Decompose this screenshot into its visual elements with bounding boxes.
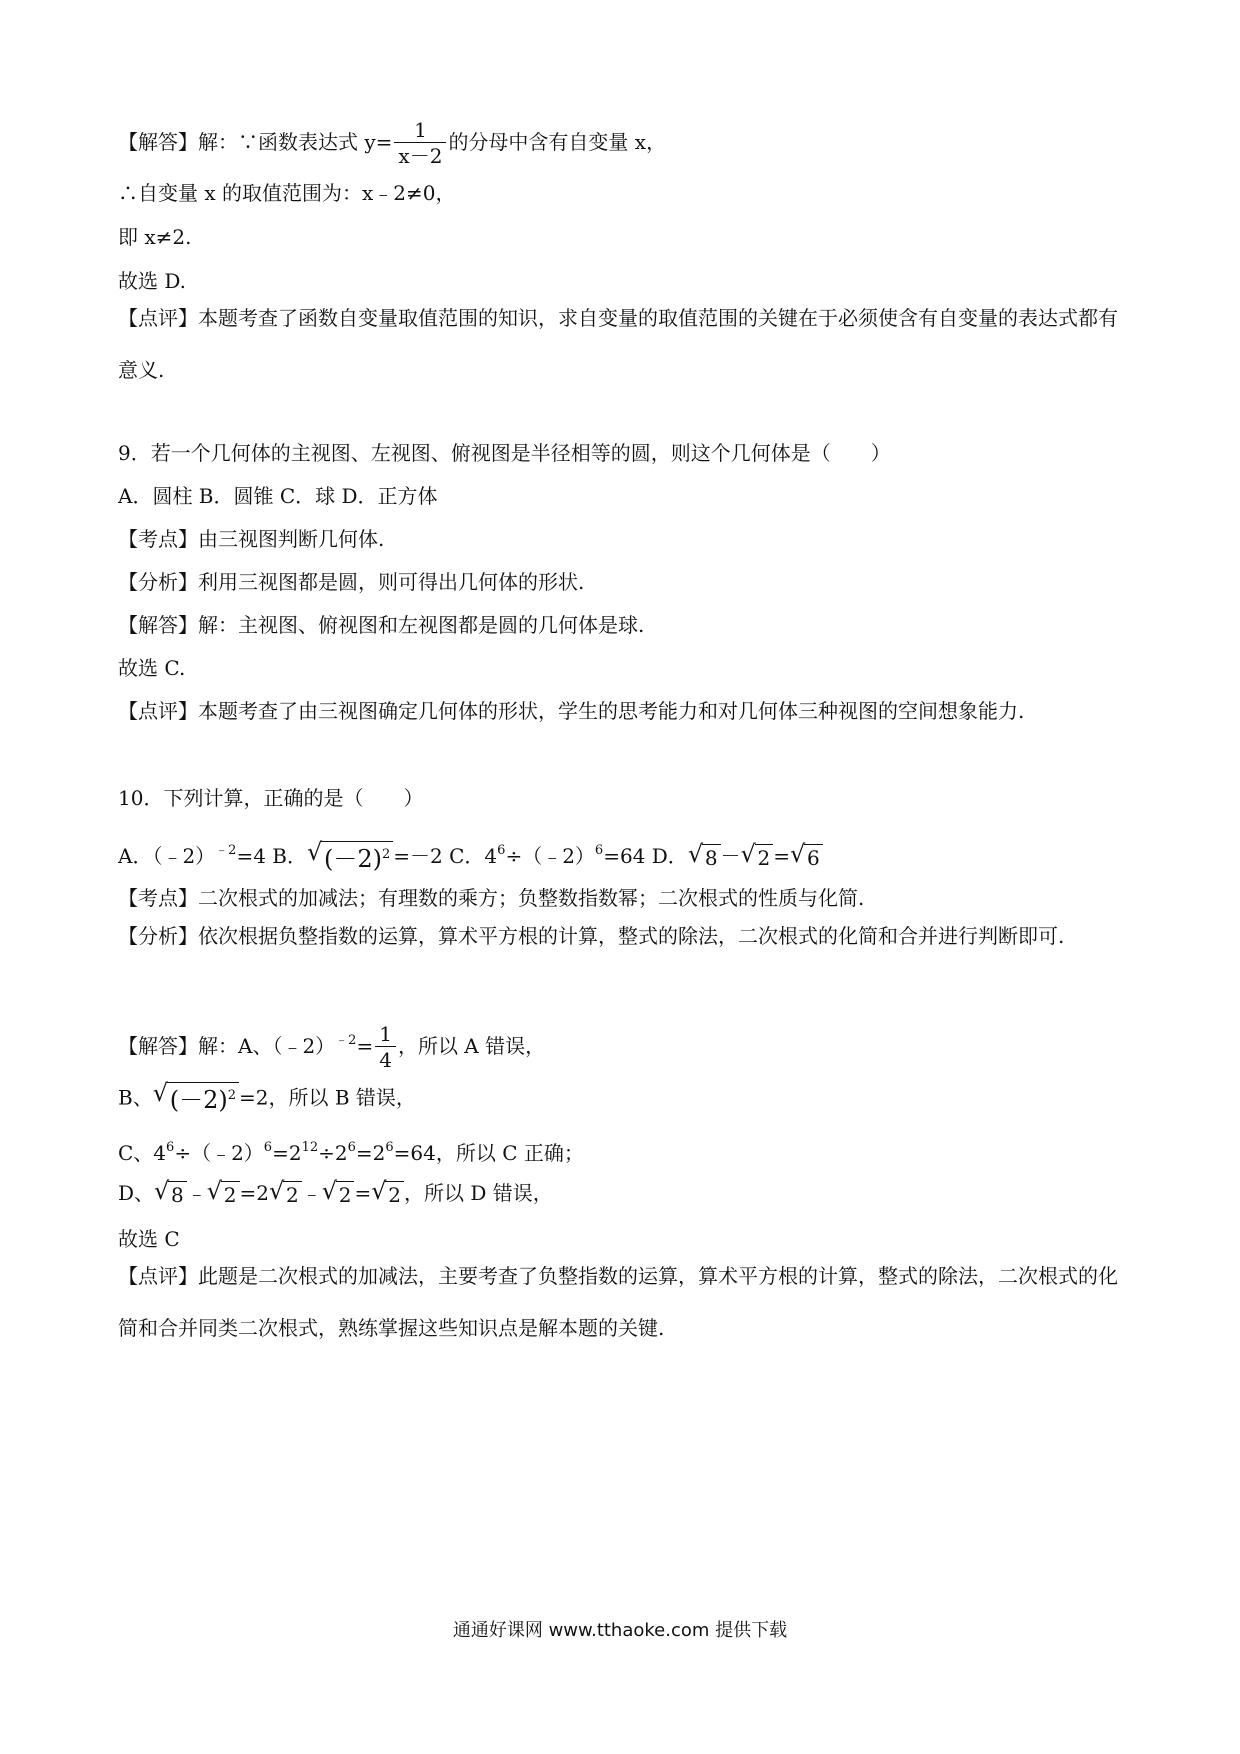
answer-text: D、 [118,1181,155,1205]
radicand: (－2) [324,844,382,873]
q9-question: 9．若一个几何体的主视图、左视图、俯视图是半径相等的圆，则这个几何体是（ ） [118,441,891,465]
option-c-label: =－2 C．4 [393,844,498,868]
option-d-label: =64 D． [603,844,688,868]
exponent: 2 [382,846,391,862]
radical-icon: √ [687,839,704,868]
q9-comment [118,696,1024,726]
fraction [394,118,446,169]
answer-text: =2 [355,1141,386,1165]
answer-text: ，所以 A 错误， [397,1034,546,1058]
q10-answer-b [118,1079,416,1116]
q10-choice: 故选 C [118,1227,180,1251]
comment-tag: 【点评】 [118,306,198,330]
answer-text: =2 [272,1141,302,1165]
answer-text: =2 [239,1181,269,1205]
radicand: 8 [168,1181,187,1208]
square-root [307,837,393,875]
q10-answer-d [118,1178,553,1210]
radical-icon: √ [371,1176,387,1205]
q8-choice-line: 故选 D. [118,269,187,293]
answer-text: 解：主视图、俯视图和左视图都是圆的几何体是球. [198,613,645,637]
square-root [790,839,823,873]
q8-result-line: 即 x≠2. [118,225,192,249]
square-root [206,1176,240,1210]
operator: ﹣ [301,1181,322,1205]
exponent: 6 [497,843,506,858]
exponent: ﹣2 [335,1033,357,1048]
exponent: 2 [227,1088,236,1103]
q10-question: 10．下列计算，正确的是（ ） [118,786,424,810]
answer-text: 解：A、（﹣2） [198,1034,336,1058]
exponent: 6 [385,1140,394,1155]
q8-comment [118,292,1128,396]
radical-icon: √ [321,1176,338,1205]
square-root [152,1079,239,1116]
q8-answer-line [118,118,666,169]
answer-text: =64，所以 C 正确； [393,1141,584,1165]
operator: = [354,1181,372,1205]
exponent: ﹣2 [215,843,237,858]
point-text: 二次根式的加减法；有理数的乘方；负整数指数幂；二次根式的性质与化简. [198,886,865,910]
q10-analysis [118,910,1128,962]
answer-text: ，所以 D 错误， [403,1181,553,1205]
radicand: 8 [702,844,721,871]
radicand: 2 [336,1181,355,1208]
square-root [371,1176,404,1210]
radical-icon: √ [269,1176,285,1205]
radicand: 2 [221,1181,240,1208]
q9-choice: 故选 C. [118,656,186,680]
fraction-denominator: x－2 [398,144,443,168]
radicand: 6 [804,844,823,871]
analysis-text: 依次根据负整指数的运算，算术平方根的计算，整式的除法，二次根式的化简和合并进行判断即可. [198,924,1065,948]
comment-text: 本题考查了函数自变量取值范围的知识，求自变量的取值范围的关键在于必须使含有自变量的表达式都有意义. [118,306,1118,382]
q9-analysis [118,567,584,597]
q8-range-line: ∴自变量 x 的取值范围为：x﹣2≠0， [118,181,456,205]
fraction-numerator: 1 [394,118,446,143]
option-b-label: =4 B． [236,844,307,868]
comment-tag: 【点评】 [118,699,198,723]
q10-options [118,836,823,875]
analysis-tag: 【分析】 [118,924,198,948]
q9-options: A．圆柱 B．圆锥 C．球 D．正方体 [118,484,438,508]
square-root [687,839,721,873]
answer-text: ÷（﹣2） [174,1141,264,1165]
operator: － [720,844,741,868]
footer-source: 通通好课网 www.tthaoke.com 提供下载 [452,1620,788,1641]
answer-tag: 【解答】 [118,613,198,637]
square-root [321,1176,355,1210]
radicand: 2 [385,1181,404,1208]
answer-text: C、4 [118,1141,167,1165]
fraction-numerator: 1 [375,1022,396,1047]
comment-text: 此题是二次根式的加减法，主要考查了负整指数的运算，算术平方根的计算，整式的除法，二次根式的化简和合并同类二次根式，熟练掌握这些知识点是解本题的关键. [118,1264,1118,1340]
q10-point [118,883,864,913]
answer-tag: 【解答】 [118,1034,198,1058]
q10-comment [118,1250,1128,1354]
operator: = [773,844,791,868]
square-root [154,1176,187,1210]
option-a-text: A．（﹣2） [118,844,216,868]
radicand: (－2) [169,1086,228,1114]
square-root [740,839,774,873]
answer-text: =2，所以 B 错误， [238,1085,416,1110]
radical-icon: √ [206,1176,223,1205]
radical-icon: √ [154,1176,170,1205]
exponent: 6 [166,1140,175,1155]
answer-text: ÷2 [318,1141,348,1165]
q10-answer-c [118,1133,584,1168]
exponent: 6 [347,1140,356,1155]
answer-text: 解：∵函数表达式 y= [198,130,393,154]
answer-text: B、 [118,1085,153,1110]
q9-answer [118,610,644,640]
comment-text: 本题考查了由三视图确定几何体的形状，学生的思考能力和对几何体三种视图的空间想象能力. [198,699,1025,723]
answer-text: 的分母中含有自变量 x， [448,130,667,154]
radicand: 2 [755,844,774,871]
operator: = [356,1034,374,1058]
q10-answer-a [118,1022,545,1073]
exponent: 6 [263,1140,273,1155]
radical-icon: √ [740,839,756,868]
radical-icon: √ [790,839,806,868]
point-tag: 【考点】 [118,886,198,910]
point-tag: 【考点】 [118,527,198,551]
option-c-text: ÷（﹣2） [505,844,595,868]
square-root [269,1176,302,1210]
radical-icon: √ [152,1079,168,1107]
operator: ﹣ [186,1181,207,1205]
comment-tag: 【点评】 [118,1264,198,1288]
answer-tag: 【解答】 [118,130,198,154]
fraction [375,1022,396,1073]
analysis-text: 利用三视图都是圆，则可得出几何体的形状. [198,570,585,594]
analysis-tag: 【分析】 [118,570,198,594]
point-text: 由三视图判断几何体. [198,527,385,551]
exponent: 12 [301,1140,319,1155]
q9-point [118,524,384,554]
fraction-denominator: 4 [379,1048,392,1072]
exponent: 6 [594,843,604,858]
radical-icon: √ [307,837,323,866]
radicand: 2 [283,1181,302,1208]
